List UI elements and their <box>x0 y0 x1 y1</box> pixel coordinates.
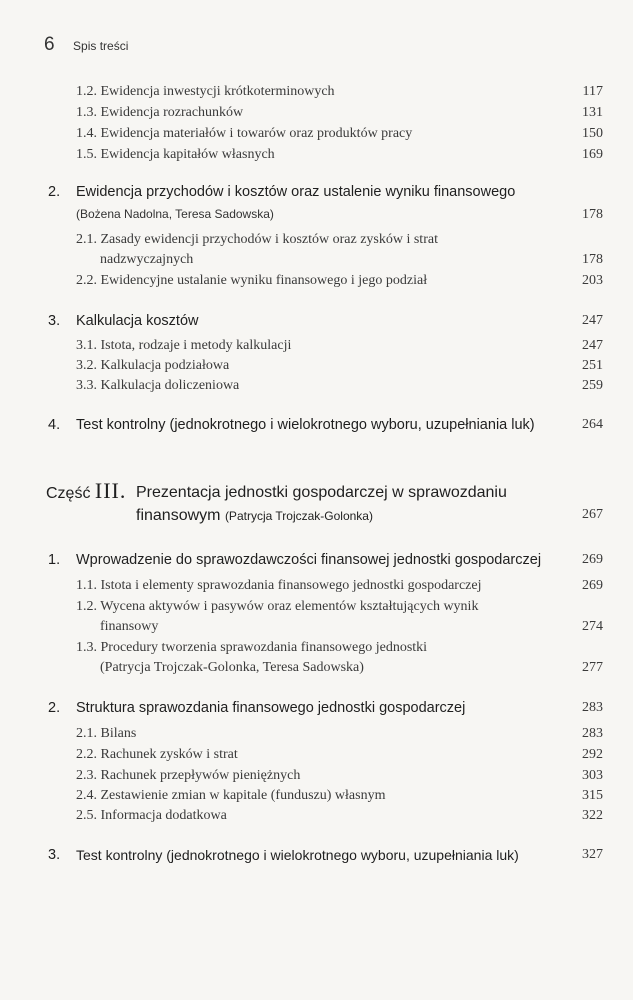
part-authors: (Patrycja Trojczak-Golonka) <box>224 509 373 523</box>
part-label: Część <box>46 485 91 502</box>
page-number: 6 <box>44 34 55 55</box>
part-roman-numeral: III. <box>94 478 127 503</box>
part-title: Prezentacja jednostki gospodarczej w sprawozdaniu <box>136 484 507 501</box>
running-header <box>44 34 128 56</box>
part-title-continuation: finansowym <box>136 507 221 524</box>
toc-page: 6 Spis treści 1.2. Ewidencja inwestycji krótkoterminowych 117 1.3. Ewidencja rozrachunków 131 1.4. Ewidencja materiałów i towarów oraz produktów pracy 150 1.5. Ewidencja kapitałów własnych 169 2. Ewidencja przychodów i kosztów oraz ustalenie wyniku finansowego (Bożena Nadolna, Teresa Sadowska) 178 2.1. Zasady ewidencji przychodów i kosztów oraz zysków i strat nadzwyczajnych 178 2.2. Ewidencyjne ustalanie wyniku finansowego i jego podział 203 3. Kalkulacja kosztów 247 3.1. Istota, rodzaje i metody kalkulacji 247 3.2. Kalkulacja podziałowa 251 3.3. Kalkulacja doliczeniowa 259 4. Test kontrolny (jednokrotnego i wielokrotnego wyboru, uzupełniania luk) 264 Część III. Prezentacja jednostki gospodarczej w sprawozdaniu finansowym (Patrycja Trojczak-Golonka) 267 1. Wprowadzenie do sprawozdawczości finansowej jednostki gospodarczej 269 1.1. Istota i elementy sprawozdania finansowego jednostki gospodarczej 269 1.2. Wycena aktywów i pasywów oraz elementów kształtujących wynik finansowy 274 1.3. Procedury tworzenia sprawozdania finansowego jednostki (Patrycja Trojczak-Golonka, Teresa Sadowska) 277 2. Struktura sprawozdania finansowego jednostki gospodarczej 283 2.1. Bilans 283 2.2. Rachunek zysków i strat 292 2.3. Rachunek przepływów pieniężnych 303 2.4. Zestawienie zmian w kapitale (funduszu) własnym 315 2.5. Informacja dodatkowa 322 3. Test kontrolny (jednokrotnego i wielokrotnego wyboru, uzupełniania luk) 327 <box>44 34 603 863</box>
running-title: Spis treści <box>73 39 129 53</box>
